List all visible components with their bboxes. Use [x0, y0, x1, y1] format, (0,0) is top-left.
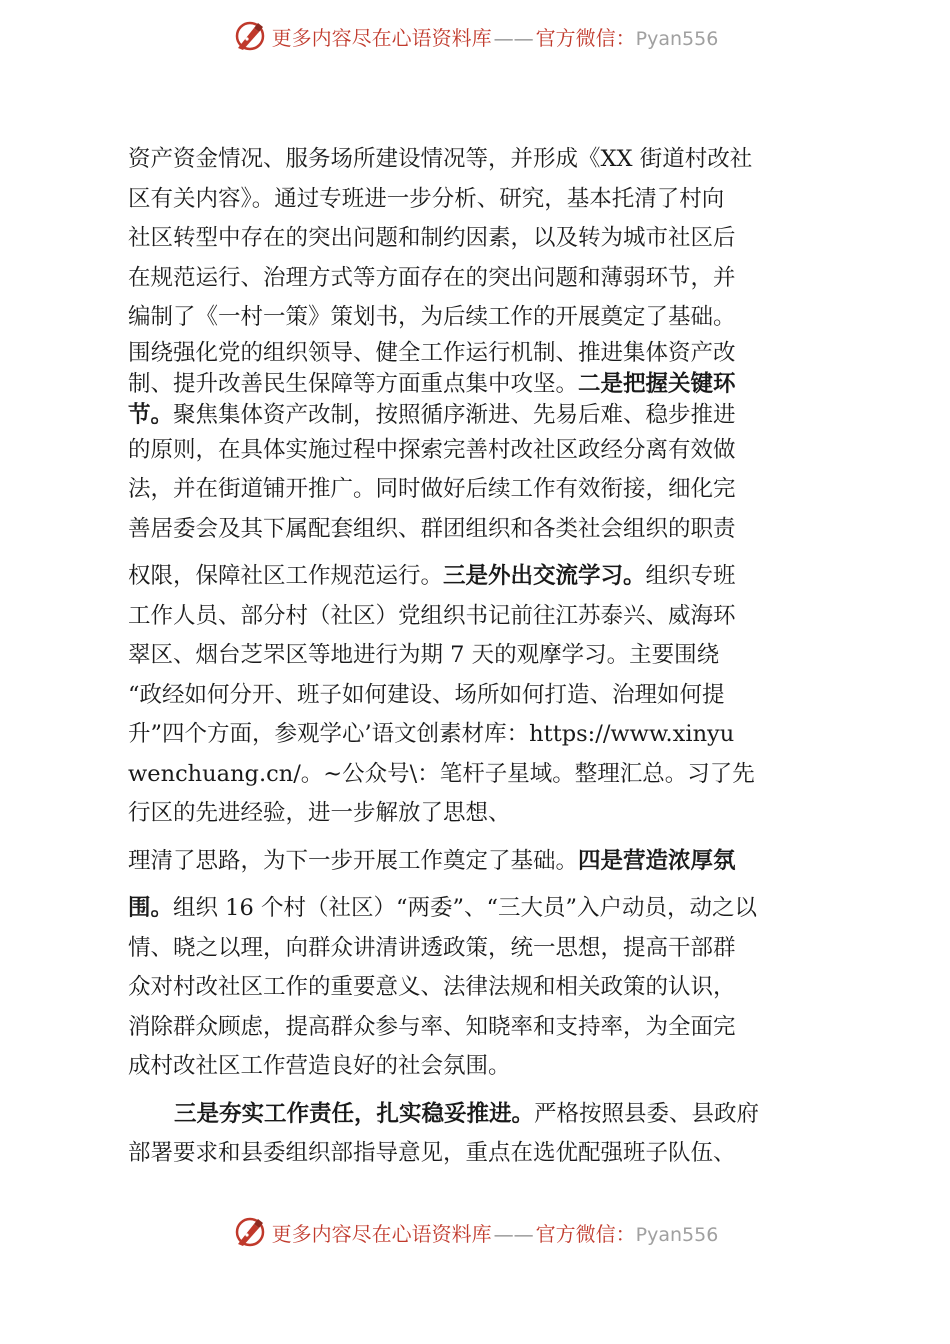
text-line-19: [128, 842, 840, 882]
footer-banner: [0, 1212, 950, 1252]
text-line-23: [128, 1008, 840, 1048]
line-text: 行区的先进经验，进一步解放了思想、: [128, 800, 511, 826]
line-text: 翠区、烟台芝罘区等地进行为期 7 天的观摩学习。主要围绕: [128, 642, 720, 668]
line-text: wenchuang.cn/。~公众号\：笔杆子星域。整理汇总。习了先: [128, 760, 755, 787]
text-line-1: [128, 140, 840, 180]
bold-heading: 围。: [128, 895, 174, 921]
text-line-2: [128, 180, 840, 220]
text-line-22: [128, 968, 840, 1008]
banner-separator: ——: [493, 25, 534, 50]
text-line-8: [128, 400, 840, 431]
brand-text: 更多内容尽在心语资料库: [271, 1221, 492, 1246]
banner-text: [272, 22, 719, 51]
line-text: 善居委会及其下属配套组织、群团组织和各类社会组织的职责: [128, 515, 736, 542]
line-text: 理清了思路，为下一步开展工作奠定了基础。: [128, 847, 579, 874]
line-text: 编制了《一村一策》策划书，为后续工作的开展奠定了基础。: [128, 304, 736, 330]
text-line-17: [128, 755, 840, 795]
text-line-9: [128, 431, 840, 471]
bold-heading: 三是外出交流学习。: [443, 563, 646, 589]
line-text: 部署要求和县委组织部指导意见，重点在选优配强班子队伍、: [128, 1140, 736, 1166]
line-text: 聚焦集体资产改制，按照循序渐进、先易后难、稳步推进: [173, 401, 736, 428]
banner-separator: ——: [493, 1221, 534, 1246]
bold-heading: 三是夯实工作责任，扎实稳妥推进。: [174, 1100, 535, 1127]
line-text: 的原则，在具体实施过程中探索完善村改社区政经分离有效做: [128, 436, 736, 463]
text-line-5: [128, 298, 840, 338]
text-line-11: [128, 510, 840, 550]
text-line-14: [128, 636, 840, 676]
line-text: 权限，保障社区工作规范运行。: [128, 563, 444, 589]
header-banner: [0, 16, 950, 56]
line-text: 情、晓之以理，向群众讲清讲透政策，统一思想，提高干部群: [128, 934, 736, 961]
wechat-label: 官方微信：: [535, 1221, 636, 1246]
text-line-21: [128, 929, 840, 969]
text-line-26: [128, 1134, 840, 1174]
text-line-15: [128, 676, 840, 716]
text-line-13: [128, 597, 840, 637]
line-text: 区有关内容》。通过专班进一步分析、研究，基本托清了村向: [128, 185, 725, 212]
line-text: 组织专班: [645, 563, 736, 589]
wechat-label: 官方微信：: [535, 25, 636, 50]
text-line-25: [128, 1095, 840, 1135]
line-text: 严格按照县委、县政府: [534, 1100, 760, 1127]
text-line-4: [128, 259, 840, 299]
brand-text: 更多内容尽在心语资料库: [271, 25, 492, 50]
bold-heading: 二是把握关键环: [578, 370, 736, 397]
text-line-18: [128, 794, 840, 834]
text-line-7: [128, 369, 840, 400]
fountain-pen-logo-icon: [232, 18, 268, 54]
text-line-10: [128, 470, 840, 510]
wechat-id: Pyan556: [635, 1223, 719, 1246]
line-text: 围绕强化党的组织领导、健全工作运行机制、推进集体资产改: [128, 339, 736, 366]
line-text: 升”四个方面，参观学心’语文创素材库：https://www.xinyu: [128, 721, 735, 747]
line-text: “政经如何分开、班子如何建设、场所如何打造、治理如何提: [128, 681, 725, 708]
wechat-id: Pyan556: [635, 27, 719, 50]
text-line-12: [128, 557, 840, 597]
fountain-pen-logo-icon: [232, 1214, 268, 1250]
line-text: 组织 16 个村（社区）“两委”、“三大员”入户动员，动之以: [173, 895, 757, 921]
document-body: [128, 140, 840, 1174]
bold-heading: 节。: [128, 401, 174, 428]
text-line-16: [128, 715, 840, 755]
line-text: 制、提升改善民生保障等方面重点集中攻坚。: [128, 370, 579, 397]
line-text: 在规范运行、治理方式等方面存在的突出问题和薄弱环节，并: [128, 264, 736, 291]
text-line-6: [128, 338, 840, 369]
line-text: 法，并在街道铺开推广。同时做好后续工作有效衔接，细化完: [128, 476, 736, 502]
line-text: 成村改社区工作营造良好的社会氛围。: [128, 1053, 511, 1079]
line-text: 工作人员、部分村（社区）党组织书记前往江苏泰兴、威海环: [128, 602, 736, 629]
line-text: 社区转型中存在的突出问题和制约因素，以及转为城市社区后: [128, 225, 736, 251]
text-line-24: [128, 1047, 840, 1087]
line-text: 资产资金情况、服务场所建设情况等，并形成《XX 街道村改社: [128, 146, 753, 172]
line-text: 众对村改社区工作的重要意义、法律法规和相关政策的认识，: [128, 974, 736, 1000]
text-line-20: [128, 889, 840, 929]
text-line-3: [128, 219, 840, 259]
line-text: 消除群众顾虑，提高群众参与率、知晓率和支持率，为全面完: [128, 1013, 736, 1040]
banner-text: [272, 1218, 719, 1247]
bold-heading: 四是营造浓厚氛: [578, 847, 736, 874]
